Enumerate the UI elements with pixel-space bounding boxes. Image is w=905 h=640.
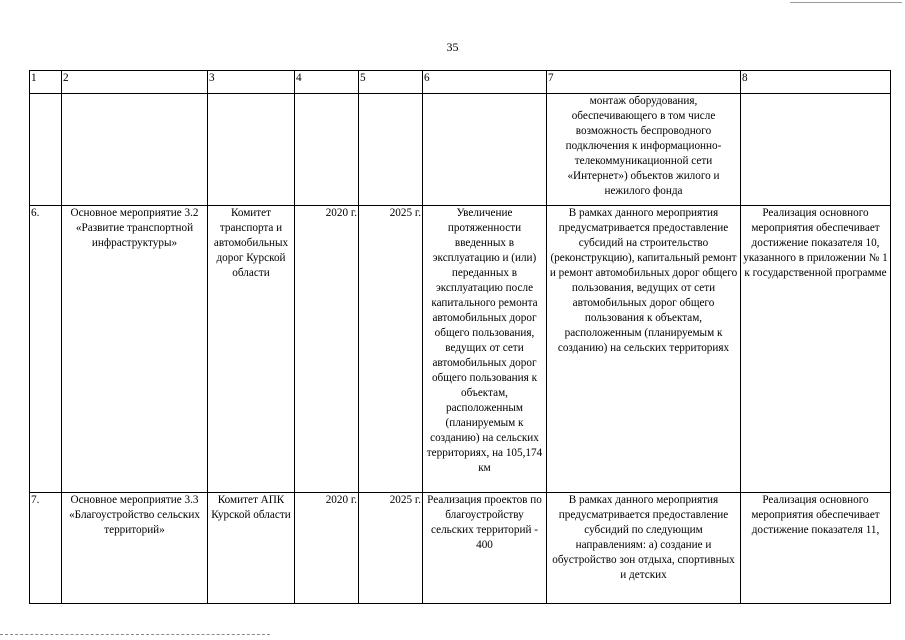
expected-result-cell: Увеличение протяженности введенных в эксплуатацию и (или) переданных в эксплуатацию после капитального ремонта автомобильных дорог общего пользования, ведущих от сети автомобильных дорог общего пользования к объектам, расположенным (планируемым к созданию) на сельских территориях, на 105,174 км [423, 206, 547, 493]
end-year-cell [359, 94, 423, 206]
header-cell: 7 [547, 71, 741, 94]
header-row [30, 71, 891, 94]
start-year-cell [295, 94, 359, 206]
expected-result-cell: Реализация проектов по благоустройству сельских территорий - 400 [423, 493, 547, 604]
description-cell: монтаж оборудования, обеспечивающего в том числе возможность беспроводного подключения к информационно-телекоммуникационной сети «Интернет») объектов жилого и нежилого фонда [547, 94, 741, 206]
indicator-relation-cell [741, 94, 891, 206]
activity-name-cell: Основное мероприятие 3.2 «Развитие транспортной инфраструктуры» [62, 206, 208, 493]
executor-cell: Комитет АПК Курской области [208, 493, 295, 604]
description-cell: В рамках данного мероприятия предусматривается предоставление субсидий по следующим направлениям: а) создание и обустройство зон отдыха, спортивных и детских [547, 493, 741, 604]
header-cell: 3 [208, 71, 295, 94]
end-year-cell: 2025 г. [359, 206, 423, 493]
executor-cell: Комитет транспорта и автомобильных дорог Курской области [208, 206, 295, 493]
table-row [30, 206, 891, 493]
bottom-rule [0, 634, 270, 635]
activity-name-cell [62, 94, 208, 206]
activity-name-cell: Основное мероприятие 3.3 «Благоустройство сельских территорий» [62, 493, 208, 604]
page-number: 35 [446, 40, 459, 54]
end-year-cell: 2025 г. [359, 493, 423, 604]
header-cell: 8 [741, 71, 891, 94]
table-row [30, 94, 891, 206]
row-number-cell [30, 94, 62, 206]
header-cell: 2 [62, 71, 208, 94]
executor-cell [208, 94, 295, 206]
indicator-relation-cell: Реализация основного мероприятия обеспечивает достижение показателя 11, [741, 493, 891, 604]
description-cell: В рамках данного мероприятия предусматривается предоставление субсидий на строительство (реконструкцию), капитальный ремонт и ремонт автомобильных дорог общего пользования, ведущих от сети автомобильных дорог общего пользования к объектам, расположенным (планируемым к созданию) на сельских территориях [547, 206, 741, 493]
top-rule [790, 2, 902, 3]
start-year-cell: 2020 г. [295, 206, 359, 493]
indicator-relation-cell: Реализация основного мероприятия обеспечивает достижение показателя 10, указанного в приложении № 1 к государственной программе [741, 206, 891, 493]
header-cell: 5 [359, 71, 423, 94]
start-year-cell: 2020 г. [295, 493, 359, 604]
row-number-cell: 6. [30, 206, 62, 493]
header-cell: 6 [423, 71, 547, 94]
header-cell: 4 [295, 71, 359, 94]
header-cell: 1 [30, 71, 62, 94]
table-row [30, 493, 891, 604]
program-table [29, 70, 891, 604]
row-number-cell: 7. [30, 493, 62, 604]
expected-result-cell [423, 94, 547, 206]
